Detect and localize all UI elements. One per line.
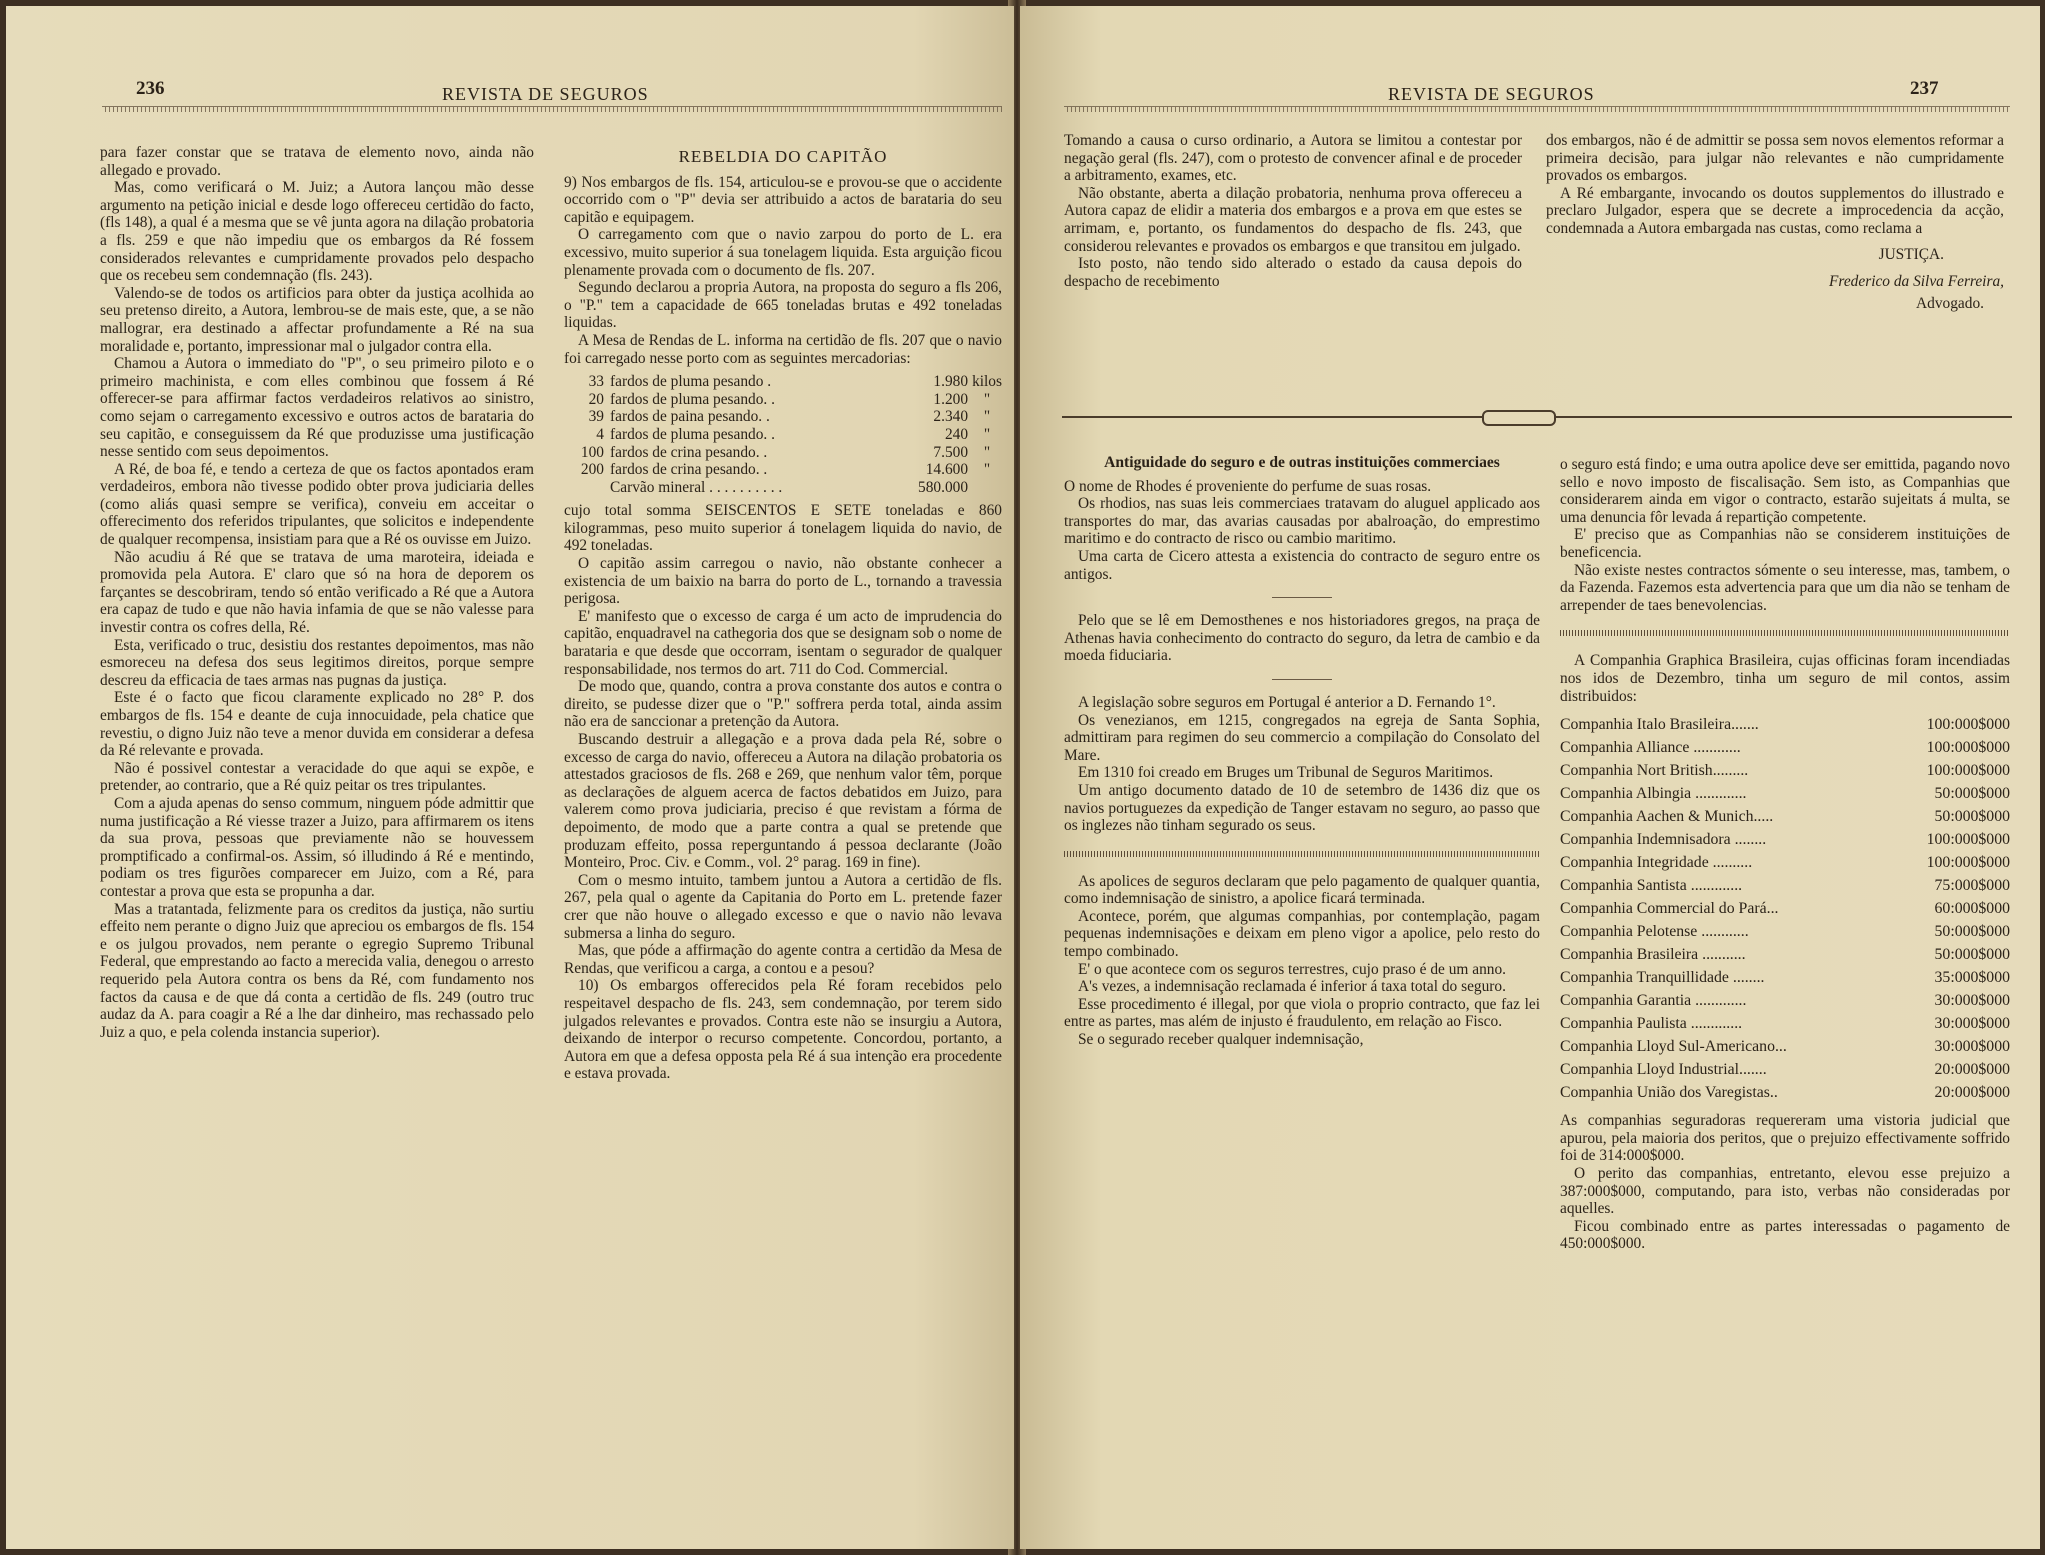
paragraph: As companhias seguradoras requereram uma vistoria judicial que apurou, pela maioria dos peritos, que o prejuizo effectivamente soffrido foi de 314:000$000. bbox=[1560, 1112, 2010, 1165]
company-amount: 100:000$000 bbox=[1926, 739, 2010, 757]
cargo-value: 580.000 bbox=[918, 478, 969, 496]
paragraph: Mas, que póde a affirmação do agente contra a certidão da Mesa de Rendas, que verificou a carga, a contou e a pesou? bbox=[564, 942, 1002, 977]
company-row bbox=[1560, 874, 2010, 897]
company-name: Companhia Garantia ............. bbox=[1560, 992, 1747, 1010]
cargo-qty: 100 bbox=[580, 443, 604, 461]
company-amount: 60:000$000 bbox=[1934, 900, 2010, 918]
company-name: Companhia Commercial do Pará... bbox=[1560, 900, 1779, 918]
text-block bbox=[1560, 1112, 2010, 1253]
text-block bbox=[1546, 132, 2004, 238]
paragraph: E' manifesto que o excesso de carga é um acto de imprudencia do capitão, enquadravel na cathegoria dos que se designam sob o nome de barataria e que desde que occorram, isentam o segurador de qualquer responsabilidade, nos termos do art. 711 do Cod. Commercial. bbox=[564, 607, 1002, 678]
company-row bbox=[1560, 736, 2010, 759]
text-block bbox=[564, 502, 1002, 1083]
company-row bbox=[1560, 897, 2010, 920]
company-amount: 50:000$000 bbox=[1934, 808, 2010, 826]
separator-rule bbox=[1272, 597, 1332, 598]
left-column-1 bbox=[100, 144, 534, 1041]
paragraph: E' o que acontece com os seguros terrestres, cujo praso é de um anno. bbox=[1078, 960, 1507, 978]
paragraph: Segundo declarou a propria Autora, na proposta do seguro a fls 206, o "P." tem a capacidade de 665 toneladas brutas e 492 toneladas liquidas. bbox=[564, 279, 1002, 332]
dashed-separator bbox=[1064, 851, 1540, 857]
paragraph: Um antigo documento datado de 10 de setembro de 1436 diz que os navios portuguezes da expedição de Tanger estavam no seguro, ao passo que os inglezes não tinham segurado os seus. bbox=[1064, 781, 1540, 835]
article-column-1 bbox=[1064, 454, 1540, 1049]
company-name: Companhia Indemnisadora ........ bbox=[1560, 831, 1767, 849]
paragraph: O nome de Rhodes é proveniente do perfume de suas rosas. bbox=[1064, 477, 1432, 495]
paragraph: 9) Nos embargos de fls. 154, articulou-se e provou-se que o accidente occorrido com o "P" devia ser attribuido a actos de barataria do seu capitão e equipagem. bbox=[564, 173, 1002, 226]
text-block bbox=[1560, 456, 2010, 614]
running-head: REVISTA DE SEGUROS bbox=[442, 84, 649, 104]
separator-rule bbox=[1272, 679, 1332, 680]
company-amount: 30:000$000 bbox=[1934, 1038, 2010, 1056]
paragraph: As apolices de seguros declaram que pelo pagamento de qualquer quantia, como indemnisação de sinistro, a apolice ficará terminada. bbox=[1064, 872, 1540, 908]
paragraph: Os rhodios, nas suas leis commerciaes tratavam do aluguel applicado aos transportes do mar, das avarias causadas por abalroação, do emprestimo maritimo e do contracto de risco ou cambio maritimo. bbox=[1064, 495, 1540, 548]
left-column-2 bbox=[564, 148, 1002, 1083]
company-name: Companhia Aachen & Munich..... bbox=[1560, 808, 1774, 826]
section-ornament bbox=[1062, 412, 2012, 422]
cargo-unit: " bbox=[983, 443, 991, 461]
paragraph: 10) Os embargos offerecidos pela Ré foram recebidos pelo respeitavel despacho de fls. 243, sem condemnação, por terem sido julgados relevantes e provados. Contra este não se insurgiu a Autora, deixando de interpor o recurso competente. Concordou, portanto, a Autora em que a defesa opposta pela Ré á sua intenção era procedente e estava provada. bbox=[564, 977, 1002, 1083]
cargo-row bbox=[564, 479, 1002, 497]
paragraph: Com a ajuda apenas do senso commum, ninguem póde admittir que numa justificação a Ré viesse trazer a Juizo, para affirmarem os itens da sua prova, pessoas que previamente não se houvessem promptificado a confirmal-os. Assim, só illudindo á Ré e mentindo, podiam os tres figurões comparecer em Juizo, com a Ré, para contestar a prova que esta se propunha a dar. bbox=[100, 794, 534, 900]
company-row bbox=[1560, 989, 2010, 1012]
paragraph: O capitão assim carregou o navio, não obstante conhecer a existencia de um baixio na barra do porto de L., tornando a travessia perigosa. bbox=[564, 555, 1002, 608]
company-amount: 50:000$000 bbox=[1934, 946, 2010, 964]
cargo-qty: 4 bbox=[596, 425, 604, 443]
text-block bbox=[1064, 478, 1540, 1049]
paragraph: cujo total somma SEISCENTOS E SETE toneladas e 860 kilogrammas, peso muito superior á tonelagem liquida do navio, de 492 toneladas. bbox=[564, 502, 1002, 555]
cargo-desc: fardos de crina pesando. . bbox=[610, 461, 768, 479]
paragraph: A Mesa de Rendas de L. informa na certidão de fls. 207 que o navio foi carregado nesse porto com as seguintes mercadorias: bbox=[564, 331, 1002, 367]
cargo-row bbox=[564, 461, 1002, 479]
cargo-value: 14.600 bbox=[925, 461, 969, 479]
paragraph: o seguro está findo; e uma outra apolice deve ser emittida, pagando novo sello e novo imposto de fiscalisação. Sem isto, as Companhias que considerarem ainda em vigor o contracto, estarão sujeitats á multa, se uma denuncia fôr levada á repartição competente. bbox=[1560, 456, 2010, 526]
cargo-value: 1.200 bbox=[933, 390, 969, 408]
company-amount: 20:000$000 bbox=[1934, 1061, 2010, 1079]
company-amount: 100:000$000 bbox=[1926, 854, 2010, 872]
cargo-value: 1.980 bbox=[933, 373, 969, 391]
company-row bbox=[1560, 943, 2010, 966]
company-name: Companhia União dos Varegistas.. bbox=[1560, 1084, 1778, 1102]
cargo-row bbox=[564, 408, 1002, 426]
cargo-value: 7.500 bbox=[933, 443, 969, 461]
paragraph: Esse procedimento é illegal, por que viola o proprio contracto, que faz lei entre as partes, mas além de injusto é fraudulento, em relação ao Fisco. bbox=[1064, 995, 1540, 1031]
cargo-qty: 20 bbox=[588, 390, 604, 408]
header-rule bbox=[1064, 106, 2010, 112]
company-amount: 100:000$000 bbox=[1926, 716, 2010, 734]
paragraph: Isto posto, não tendo sido alterado o estado da causa depois do despacho de recebimento bbox=[1064, 255, 1522, 290]
company-name: Companhia Lloyd Sul-Americano... bbox=[1560, 1038, 1787, 1056]
cargo-unit bbox=[972, 479, 1002, 497]
cargo-row bbox=[564, 444, 1002, 462]
paragraph: Em 1310 foi creado em Bruges um Tribunal de Seguros Maritimos. bbox=[1078, 764, 1494, 782]
cargo-row bbox=[564, 373, 1002, 391]
paragraph: Acontece, porém, que algumas companhias, por contemplação, pagam pequenas indemnisações e deixam em pleno vigor a apolice, pelo resto do tempo combinado. bbox=[1064, 907, 1540, 961]
cargo-row bbox=[564, 426, 1002, 444]
company-row bbox=[1560, 828, 2010, 851]
cargo-unit: " bbox=[983, 390, 991, 408]
paragraph: A's vezes, a indemnisação reclamada é inferior á taxa total do seguro. bbox=[1078, 978, 1506, 996]
signature-title: Advogado. bbox=[1916, 294, 1984, 312]
paragraph: Se o segurado receber qualquer indemnisação, bbox=[1078, 1031, 1364, 1049]
page-number: 237 bbox=[1910, 78, 1939, 99]
paragraph: Mas a tratantada, felizmente para os creditos da justiça, não surtiu effeito nem perante o digno Juiz que apreciou os embargos de fls. 154 e os julgou provados, nem perante o egregio Supremo Tribunal Federal, que emprestando ao facto a merecida valia, denegou o arresto requerido pela Autora contra os bens da Ré, com fundamento nos factos da causa e de que dá conta a certidão de fls. 249 (outro truc audaz da A. para coagir a Ré a lhe dar dinheiro, mas rechassado pelo Juiz a quo, e pela colenda instancia superior). bbox=[100, 900, 534, 1041]
paragraph: Chamou a Autora o immediato do "P", o seu primeiro piloto e o primeiro machinista, e com elles combinou que fossem á Ré offerecer-se para affirmar factos verdadeiros relativos ao sinistro, como sejam o carregamento excessivo e outros actos de barataria do seu capitão, e conseguissem da Ré que produzisse uma justificação nesse sentido com seus depoimentos. bbox=[100, 355, 534, 461]
paragraph: Os venezianos, em 1215, congregados na egreja de Santa Sophia, admittiram para regimen do seu commercio a compilação do Consolato del Mare. bbox=[1064, 711, 1540, 764]
company-name: Companhia Nort British......... bbox=[1560, 762, 1749, 780]
article-column-2 bbox=[1560, 456, 2010, 1253]
company-name: Companhia Albingia ............. bbox=[1560, 785, 1747, 803]
cargo-unit: " bbox=[983, 425, 991, 443]
paragraph: A Ré, de boa fé, e tendo a certeza de que os factos apontados eram verdadeiros, embora não tivesse podido obter prova judiciaria delles (como aliás quasi sempre se verifica), conveiu em acceitar o offerecimento dos referidos tripulantes, que solicitos e independente de qualquer recompensa, insistiam para que a Ré os ouvisse em Juizo. bbox=[100, 460, 534, 549]
page-number: 236 bbox=[136, 78, 165, 99]
company-name: Companhia Italo Brasileira....... bbox=[1560, 716, 1759, 734]
company-name: Companhia Pelotense ............ bbox=[1560, 923, 1749, 941]
company-row bbox=[1560, 920, 2010, 943]
paragraph: A legislação sobre seguros em Portugal é anterior a D. Fernando 1°. bbox=[1078, 693, 1496, 711]
cargo-table bbox=[564, 373, 1002, 496]
paragraph: Valendo-se de todos os artificios para obter da justiça acolhida ao seu pretenso direito, a Autora, lembrou-se de mais este, que, a se não mallograr, era destinado a affectar profundamente a Ré na sua moralidade e, portanto, impressionar mal o julgador contra ella. bbox=[100, 284, 534, 355]
paragraph: Não acudiu á Ré que se tratava de uma maroteira, ideiada e promovida pela Autora. E' claro que só na hora de deporem os farçantes se descobriram, tendo só então verificado a Ré que a Autora era capaz de tudo e que não havia infamia de que se não valesse para investir contra os cofres della, Ré. bbox=[100, 548, 534, 637]
paragraph: Uma carta de Cicero attesta a existencia do contracto de seguro entre os antigos. bbox=[1064, 547, 1540, 583]
paragraph: Mas, como verificará o M. Juiz; a Autora lançou mão desse argumento na petição inicial e desde logo offereceu certidão do facto, (fls 148), a qual é a mesma que se vê junta agora na dilação probatoria a fls. 259 e que não impediu que os embargos da Ré fossem considerados relevantes e cumpridamente provados pelo despacho que os recebeu sem condemnação (fls. 243). bbox=[100, 179, 534, 285]
company-row bbox=[1560, 851, 2010, 874]
dashed-separator bbox=[1560, 630, 2010, 636]
paragraph: Com o mesmo intuito, tambem juntou a Autora a certidão de fls. 267, pela qual o agente da Capitania do Porto em L. pretende fazer crer que não houve o allegado excesso e que o navio não levava submersa a linha do seguro. bbox=[564, 871, 1002, 942]
company-row bbox=[1560, 1035, 2010, 1058]
company-amount: 35:000$000 bbox=[1934, 969, 2010, 987]
paragraph: E' preciso que as Companhias não se considerem instituições de beneficencia. bbox=[1560, 526, 2010, 561]
cargo-value: 2.340 bbox=[933, 408, 969, 426]
company-name: Companhia Santista ............. bbox=[1560, 877, 1743, 895]
cargo-desc: fardos de pluma pesando. . bbox=[610, 390, 775, 408]
cargo-desc: fardos de crina pesando. . bbox=[610, 443, 768, 461]
cargo-qty: 33 bbox=[588, 373, 604, 391]
company-row bbox=[1560, 966, 2010, 989]
cargo-unit: " bbox=[983, 408, 991, 426]
article-heading: Antiguidade do seguro e de outras instituições commerciaes bbox=[1104, 454, 1500, 471]
company-name: Companhia Integridade .......... bbox=[1560, 854, 1753, 872]
company-amount: 75:000$000 bbox=[1934, 877, 2010, 895]
cargo-desc: fardos de paina pesando. . bbox=[610, 408, 770, 426]
paragraph: Este é o facto que ficou claramente explicado no 28° P. dos embargos de fls. 154 e deante de cuja innocuidade, pela chatice que revestiu, o digno Juiz não teve a menor duvida em considerar a defesa da Ré relevante e provada. bbox=[100, 689, 534, 760]
paragraph: Esta, verificado o truc, desistiu dos restantes depoimentos, mas não esmoreceu na defesa dos seus legitimos direitos, porque sempre descreu da efficacia de taes armas nas pugnas da justiça. bbox=[100, 636, 534, 689]
cargo-row bbox=[564, 391, 1002, 409]
cargo-unit: " bbox=[983, 461, 991, 479]
paragraph: Buscando destruir a allegação e a prova dada pela Ré, sobre o excesso de carga do navio, offereceu a Autora na dilação probatoria os attestados graciosos de fls. 268 e 269, que nenhum valor têm, porque as declarações de alguem acerca de factos debatidos em Juizo, para valerem como prova judiciaria, preciso é que revistam a fórma de depoimento, de modo que a parte contra a qual se pretende que produzam effeito, possa reperguntando á pessoa declarante (João Monteiro, Proc. Civ. e Comm., vol. 2° parag. 169 in fine). bbox=[564, 731, 1002, 872]
paragraph: Não é possivel contestar a veracidade do que aqui se expõe, e pretender, ao contrario, que a Ré quiz peitar os tres tripulantes. bbox=[100, 759, 534, 795]
justica-text: JUSTIÇA. bbox=[1878, 245, 1944, 263]
companies-table bbox=[1560, 713, 2010, 1104]
company-name: Companhia Lloyd Industrial....... bbox=[1560, 1061, 1767, 1079]
cargo-desc: Carvão mineral . . . . . . . . . . bbox=[610, 478, 783, 496]
paragraph: O carregamento com que o navio zarpou do porto de L. era excessivo, muito superior á sua tonelagem liquida. Esta arguição ficou plenamente provada com o documento de fls. 207. bbox=[564, 226, 1002, 279]
right-top-column-1 bbox=[1064, 132, 1522, 290]
company-name: Companhia Paulista ............. bbox=[1560, 1015, 1743, 1033]
company-row bbox=[1560, 1058, 2010, 1081]
company-row bbox=[1560, 713, 2010, 736]
cargo-qty: 39 bbox=[588, 408, 604, 426]
cargo-desc: fardos de pluma pesando . bbox=[610, 373, 772, 391]
section-heading: REBELDIA DO CAPITÃO bbox=[678, 147, 888, 166]
company-row bbox=[1560, 805, 2010, 828]
cargo-qty bbox=[564, 479, 610, 497]
paragraph: O perito das companhias, entretanto, elevou esse prejuizo a 387:000$000, computando, para isto, verbas não consideradas por aquelles. bbox=[1560, 1164, 2010, 1218]
cargo-qty: 200 bbox=[580, 461, 604, 479]
paragraph: dos embargos, não é de admittir se possa sem novos elementos reformar a primeira decisão, para julgar não relevantes e não cumpridamente provados os embargos. bbox=[1546, 132, 2004, 185]
paragraph: Não existe nestes contractos sómente o seu interesse, mas, tambem, o da Fazenda. Fazemos esta advertencia para que um dia não se tenham de arrepender de taes benevolencias. bbox=[1560, 561, 2010, 614]
graphica-intro: A Companhia Graphica Brasileira, cujas officinas foram incendiadas nos idos de Dezembro, tinha um seguro de mil contos, assim distribuidos: bbox=[1560, 652, 2010, 705]
paragraph: Tomando a causa o curso ordinario, a Autora se limitou a contestar por negação geral (fls. 247), com o protesto de convencer afinal e de proceder a arbitramento, exames, etc. bbox=[1064, 132, 1522, 185]
company-name: Companhia Alliance ............ bbox=[1560, 739, 1741, 757]
right-top-column-2 bbox=[1546, 132, 2004, 312]
paragraph: Ficou combinado entre as partes interessadas o pagamento de 450:000$000. bbox=[1560, 1217, 2010, 1253]
company-amount: 20:000$000 bbox=[1934, 1084, 2010, 1102]
company-amount: 100:000$000 bbox=[1926, 762, 2010, 780]
left-page bbox=[6, 6, 1014, 1549]
company-row bbox=[1560, 1012, 2010, 1035]
company-row bbox=[1560, 759, 2010, 782]
cargo-desc: fardos de pluma pesando. . bbox=[610, 425, 775, 443]
company-row bbox=[1560, 1081, 2010, 1104]
header-rule bbox=[102, 106, 1002, 112]
paragraph: Pelo que se lê em Demosthenes e nos historiadores gregos, na praça de Athenas havia conhecimento do contracto do seguro, da letra de cambio e da moeda fiduciaria. bbox=[1064, 612, 1540, 665]
right-page bbox=[1020, 6, 2040, 1549]
running-head: REVISTA DE SEGUROS bbox=[1388, 84, 1595, 104]
company-amount: 30:000$000 bbox=[1934, 992, 2010, 1010]
company-amount: 50:000$000 bbox=[1934, 785, 2010, 803]
paragraph: Não obstante, aberta a dilação probatoria, nenhuma prova offereceu a Autora capaz de elidir a materia dos embargos e a prova em que estes se arrimam, e, portanto, os fundamentos do despacho de fls. 243, que considerou relevantes e provados os embargos e que transitou em julgado. bbox=[1064, 184, 1522, 255]
cargo-unit: kilos bbox=[972, 373, 1002, 391]
signature-name: Frederico da Silva Ferreira, bbox=[1829, 273, 2004, 291]
text-block bbox=[564, 174, 1002, 368]
company-amount: 30:000$000 bbox=[1934, 1015, 2010, 1033]
company-amount: 50:000$000 bbox=[1934, 923, 2010, 941]
paragraph: para fazer constar que se tratava de elemento novo, ainda não allegado e provado. bbox=[100, 144, 534, 179]
paragraph: A Ré embargante, invocando os doutos supplementos do illustrado e preclaro Julgador, espera que se decrete a improcedencia da acção, condemnada a Autora embargada nas custas, como reclama a bbox=[1546, 184, 2004, 237]
paragraph: De modo que, quando, contra a prova constante dos autos e contra o direito, se pudesse dizer que o "P." soffrera perda total, ainda assim não era de sanccionar a pretenção da Autora. bbox=[564, 678, 1002, 731]
company-amount: 100:000$000 bbox=[1926, 831, 2010, 849]
company-name: Companhia Tranquillidade ........ bbox=[1560, 969, 1765, 987]
cargo-value: 240 bbox=[944, 425, 969, 443]
company-name: Companhia Brasileira ........... bbox=[1560, 946, 1746, 964]
company-row bbox=[1560, 782, 2010, 805]
